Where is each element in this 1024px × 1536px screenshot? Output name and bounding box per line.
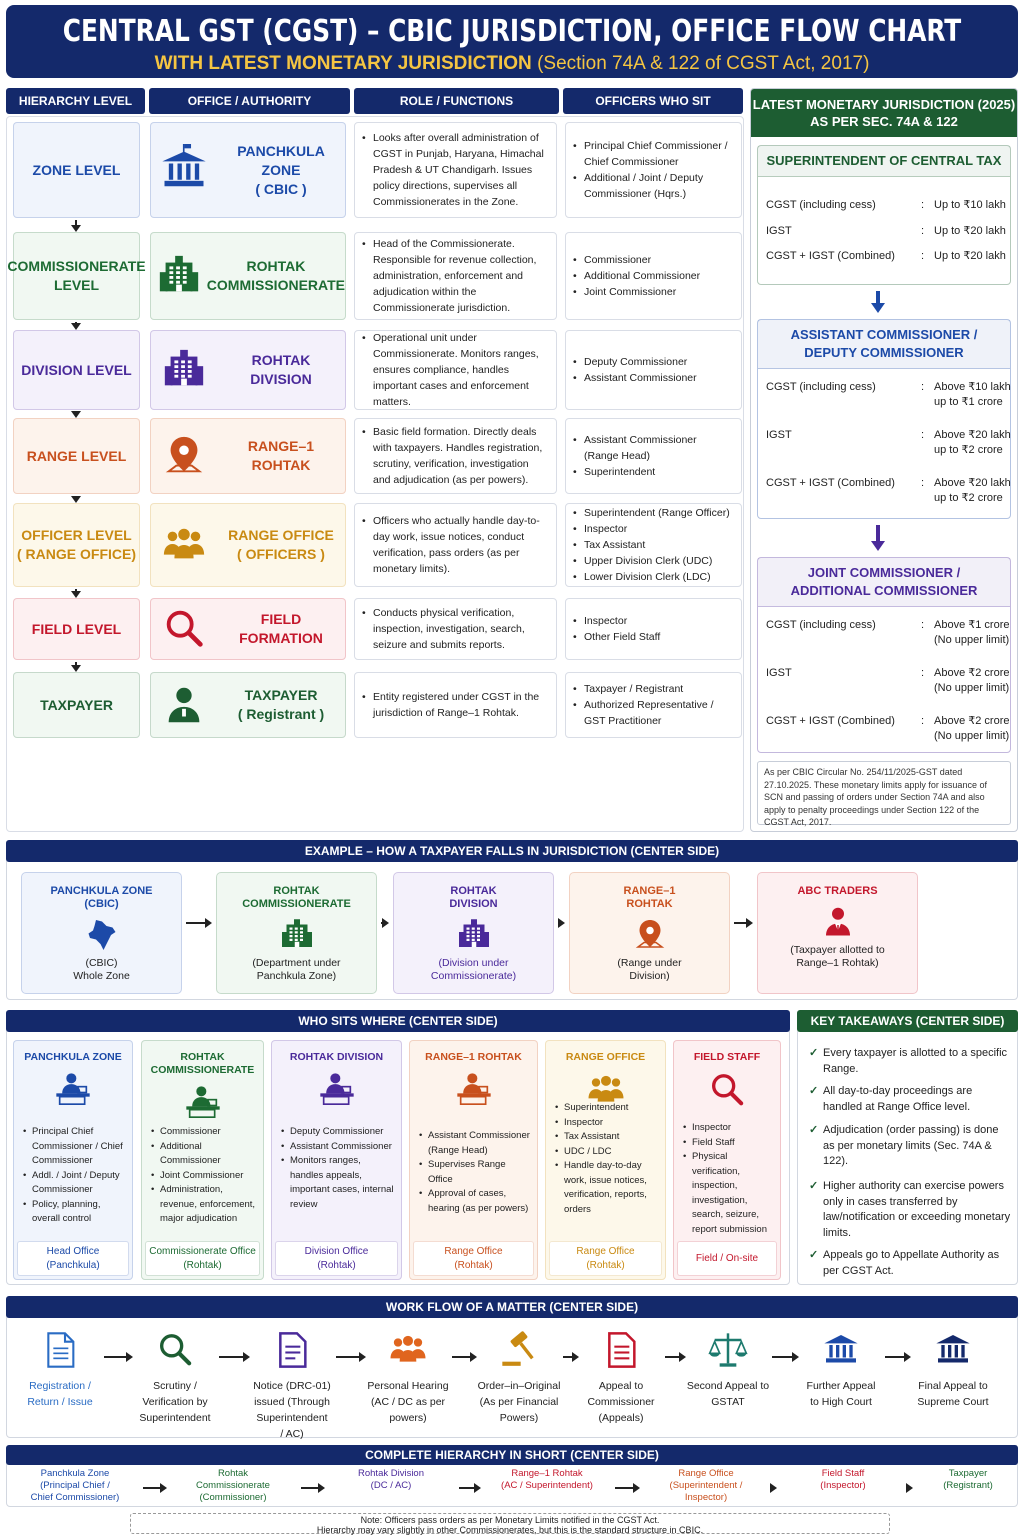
example-item-2: [393, 872, 554, 994]
scales-icon: [708, 1330, 748, 1370]
example-item-1: [216, 872, 377, 994]
right-arrow: [186, 922, 210, 924]
check-icon: ✓: [809, 1047, 819, 1059]
officer-desk-icon: [317, 1070, 357, 1110]
person-icon: [161, 682, 207, 728]
office-building-icon: [456, 917, 492, 953]
right-arrow: [381, 922, 387, 924]
office-0: [150, 122, 346, 218]
level-4: [13, 503, 140, 587]
officer-item: • Commissioner: [584, 252, 700, 268]
subtitle-rest: (Section 74A & 122 of CGST Act, 2017): [537, 53, 870, 74]
jurisdiction-row: CGST + IGST (Combined) : Up to ₹20 lakh: [766, 249, 1006, 264]
role-item: • Looks after overall administration of CGST in Punjab, Haryana, Himachal Pradesh & UT Chandigarh. Issues policy directions, supervises all Commissionerates in the Zone.: [373, 130, 546, 210]
check-icon: ✓: [809, 1249, 819, 1261]
who-item: • Assistant Commissioner (Range Head): [428, 1129, 531, 1158]
example-item-4: [757, 872, 918, 994]
right-arrow: [734, 922, 751, 924]
office-label: ROHTAK DIVISION: [250, 352, 312, 387]
officer-item: • Inspector: [584, 521, 730, 537]
who-col-title: ROHTAK COMMISSIONERATE: [150, 1051, 255, 1076]
who-item: • Addl. / Joint / Deputy Commissioner: [32, 1169, 126, 1198]
hierarchy-item: Range–1 Rohtak (AC / Superintendent): [501, 1468, 593, 1491]
who-footer: Commissionerate Office (Rohtak): [145, 1241, 260, 1276]
group-icon: [388, 1330, 428, 1370]
officer-item: • Superintendent (Range Officer): [584, 505, 730, 521]
who-item: • Approval of cases, hearing (as per powers): [428, 1187, 531, 1216]
check-icon: ✓: [809, 1085, 819, 1097]
level-2: [13, 330, 140, 410]
businessman-icon: [820, 904, 856, 940]
role-item: • Basic field formation. Directly deals with taxpayers. Handles registration, scrutiny, verification, investigation and adjudication (as per powers).: [373, 424, 546, 488]
right-arrow: [219, 1356, 248, 1358]
office-label: ROHTAK COMMISSIONERATE: [206, 258, 345, 293]
example-desc: (CBIC) Whole Zone: [73, 957, 130, 982]
who-item: • Principal Chief Commissioner / Chief Commissioner: [32, 1125, 126, 1169]
who-item: • Handle day-to-day work, issue notices, verification, reports, orders: [564, 1159, 659, 1217]
appeal-document-icon: [601, 1330, 641, 1370]
office-label: FIELD FORMATION: [239, 611, 323, 646]
who-col-2: [271, 1040, 402, 1280]
down-arrow: [75, 220, 77, 230]
who-footer: Range Office (Rohtak): [413, 1241, 534, 1276]
example-name: ROHTAK DIVISION: [449, 885, 498, 910]
level-label: OFFICER LEVEL ( RANGE OFFICE): [17, 527, 136, 562]
group-icon: [161, 522, 207, 568]
level-label: TAXPAYER: [40, 696, 113, 713]
jurisdiction-label: IGST: [766, 667, 792, 679]
officer-desk-icon: [183, 1083, 223, 1123]
down-arrow: [75, 589, 77, 596]
who-col-4: [545, 1040, 666, 1280]
right-arrow: [452, 1356, 475, 1358]
col-header-level: HIERARCHY LEVEL: [6, 88, 145, 114]
jurisdiction-value: Above ₹1 crore (No upper limit): [934, 619, 1010, 646]
hierarchy-item: Rohtak Commissionerate (Commissioner): [196, 1468, 270, 1503]
circular-note: As per CBIC Circular No. 254/11/2025-GST dated 27.10.2025. These monetary limits apply for issuance of SCN and passing of orders under Section 74A and also apply to penalty proceedings under Section 122 of the CGST Act, 2017.: [757, 761, 1011, 825]
who-item: • Monitors ranges, handles appeals, important cases, internal review: [290, 1154, 395, 1212]
hierarchy-item: Range Office (Superintendent / Inspector): [669, 1468, 743, 1503]
india-map-icon: [84, 917, 120, 953]
officers-0: [565, 122, 742, 218]
officer-item: • Additional Commissioner: [584, 268, 700, 284]
example-desc: (Taxpayer allotted to Range–1 Rohtak): [790, 944, 885, 969]
who-item: • Inspector: [692, 1121, 774, 1136]
right-arrow: [774, 1487, 775, 1489]
officers-5: [565, 598, 742, 660]
col-header-office: OFFICE / AUTHORITY: [149, 88, 350, 114]
jurisdiction-value: Above ₹2 crore (No upper limit): [934, 667, 1010, 694]
officer-item: • Tax Assistant: [584, 537, 730, 553]
office-4: [150, 503, 346, 587]
workflow-step-label: Personal Hearing (AC / DC as per powers): [367, 1380, 449, 1424]
role-2: [354, 330, 557, 410]
jurisdiction-row: CGST (including cess) : Above ₹10 lakh up to ₹1 crore: [766, 380, 1006, 395]
right-arrow: [336, 1356, 364, 1358]
example-name: RANGE–1 ROHTAK: [623, 885, 676, 910]
gavel-icon: [499, 1330, 539, 1370]
example-desc: (Department under Panchkula Zone): [252, 957, 341, 982]
takeaways-title: KEY TAKEAWAYS (CENTER SIDE): [797, 1010, 1018, 1032]
example-icon-wrap: [570, 917, 729, 953]
magnifier-icon: [155, 1330, 195, 1370]
workflow-step-label: Second Appeal to GSTAT: [686, 1380, 770, 1408]
hierarchy-item: Panchkula Zone (Principal Chief / Chief Commissioner): [30, 1468, 120, 1503]
jurisdiction-label: CGST (including cess): [766, 381, 876, 393]
who-item: • UDC / LDC: [564, 1145, 659, 1160]
right-arrow: [104, 1356, 131, 1358]
office-label: RANGE OFFICE ( OFFICERS ): [228, 527, 334, 562]
level-5: [13, 598, 140, 660]
level-0: [13, 122, 140, 218]
takeaway-item: ✓ Appeals go to Appellate Authority as per CGST Act.: [809, 1249, 1000, 1277]
example-name: ROHTAK COMMISSIONERATE: [242, 885, 351, 910]
who-col-title: PANCHKULA ZONE: [24, 1051, 122, 1063]
level-label: COMMISSIONERATE LEVEL: [7, 258, 146, 293]
role-6: [354, 672, 557, 738]
jurisdiction-value: Up to ₹20 lakh: [934, 225, 1006, 237]
who-col-title: FIELD STAFF: [693, 1051, 761, 1063]
role-item: • Entity registered under CGST in the jurisdiction of Range–1 Rohtak.: [373, 689, 546, 721]
takeaway-item: ✓ All day-to-day proceedings are handled at Range Office level.: [809, 1085, 973, 1113]
office-5: [150, 598, 346, 660]
down-arrow: [75, 496, 77, 501]
office-3: [150, 418, 346, 494]
magnifier-icon: [161, 606, 207, 652]
officers-2: [565, 330, 742, 410]
workflow-step-label: Further Appeal to High Court: [806, 1380, 876, 1408]
jurisdiction-row: CGST + IGST (Combined) : Above ₹2 crore (No upper limit): [766, 714, 1006, 729]
example-name: ABC TRADERS: [797, 885, 878, 897]
down-arrow: [75, 412, 77, 416]
right-arrow: [143, 1487, 165, 1489]
right-arrow: [615, 1487, 638, 1489]
title-banner: [6, 5, 1018, 78]
who-icon-wrap: [410, 1070, 537, 1115]
who-footer: Head Office (Panchkula): [17, 1241, 129, 1276]
officers-4: [565, 503, 742, 587]
down-arrow: [871, 291, 885, 313]
office-label: PANCHKULA ZONE ( CBIC ): [237, 142, 325, 197]
officers-1: [565, 232, 742, 320]
officer-item: • Taxpayer / Registrant: [584, 681, 731, 697]
level-label: RANGE LEVEL: [26, 447, 127, 464]
officer-item: • Authorized Representative / GST Practitioner: [584, 697, 731, 729]
notice-icon: [272, 1330, 312, 1370]
jurisdiction-box-2: [757, 557, 1011, 753]
down-arrow: [871, 525, 885, 551]
jurisdiction-value: Above ₹2 crore (No upper limit): [934, 715, 1010, 742]
who-item: • Policy, planning, overall control: [32, 1198, 126, 1227]
takeaway-item: ✓ Adjudication (order passing) is done as per monetary limits (Sec. 74A & 122).: [809, 1124, 999, 1167]
officer-item: • Additional / Joint / Deputy Commissioner (Hqrs.): [584, 170, 731, 202]
workflow-icon-2: [272, 1330, 312, 1375]
workflow-icon-5: [601, 1330, 641, 1375]
jurisdiction-row: CGST (including cess) : Up to ₹10 lakh: [766, 198, 1006, 213]
role-1: [354, 232, 557, 320]
right-arrow: [301, 1487, 323, 1489]
level-6: [13, 672, 140, 738]
who-icon-wrap: [674, 1070, 780, 1115]
workflow-icon-6: [708, 1330, 748, 1375]
jurisdiction-box-title: ASSISTANT COMMISSIONER / DEPUTY COMMISSIONER: [758, 320, 1010, 369]
role-4: [354, 503, 557, 587]
office-2: [150, 330, 346, 410]
col-header-role: ROLE / FUNCTIONS: [354, 88, 559, 114]
level-1: [7, 232, 146, 320]
workflow-icon-1: [155, 1330, 195, 1375]
right-arrow: [885, 1356, 909, 1358]
jurisdiction-label: CGST + IGST (Combined): [766, 715, 895, 727]
example-desc: (Range under Division): [617, 957, 682, 982]
jurisdiction-panel: [750, 88, 1018, 832]
jurisdiction-box-0: [757, 145, 1011, 285]
workflow-step-label: Order–in–Original (As per Financial Powers): [477, 1380, 561, 1424]
workflow-icon-7: [821, 1330, 861, 1375]
workflow-icon-3: [388, 1330, 428, 1375]
jurisdiction-value: Up to ₹20 lakh: [934, 250, 1006, 262]
who-col-title: RANGE OFFICE: [565, 1051, 646, 1063]
who-col-title: ROHTAK DIVISION: [289, 1051, 384, 1063]
court-icon: [821, 1330, 861, 1370]
court-icon: [933, 1330, 973, 1370]
jurisdiction-value: Above ₹20 lakh up to ₹2 crore: [934, 429, 1011, 456]
example-icon-wrap: [22, 917, 181, 953]
role-item: • Officers who actually handle day-to-day work, issue notices, conduct verification, pass orders (as per monetary limits).: [373, 513, 546, 577]
hierarchy-short-title: COMPLETE HIERARCHY IN SHORT (CENTER SIDE): [6, 1445, 1018, 1465]
workflow-icon-0: [40, 1330, 80, 1375]
example-icon-wrap: [758, 904, 917, 940]
example-title: EXAMPLE – HOW A TAXPAYER FALLS IN JURISDICTION (CENTER SIDE): [6, 840, 1018, 862]
level-3: [13, 418, 140, 494]
workflow-step-label: Registration / Return / Issue: [27, 1380, 93, 1408]
jurisdiction-row: CGST (including cess) : Above ₹1 crore (No upper limit): [766, 618, 1006, 633]
officer-item: • Assistant Commissioner (Range Head): [584, 432, 731, 464]
right-arrow: [772, 1356, 797, 1358]
role-5: [354, 598, 557, 660]
officer-desk-icon: [454, 1070, 494, 1110]
workflow-title: WORK FLOW OF A MATTER (CENTER SIDE): [6, 1296, 1018, 1318]
jurisdiction-label: CGST + IGST (Combined): [766, 477, 895, 489]
subtitle-bold: WITH LATEST MONETARY JURISDICTION: [154, 53, 532, 74]
officer-item: • Upper Division Clerk (UDC): [584, 553, 730, 569]
officer-item: • Lower Division Clerk (LDC): [584, 569, 730, 585]
officer-item: • Principal Chief Commissioner / Chief Commissioner: [584, 138, 731, 170]
who-footer: Field / On-site: [677, 1241, 777, 1276]
example-item-3: [569, 872, 730, 994]
down-arrow: [75, 662, 77, 670]
example-icon-wrap: [394, 917, 553, 953]
jurisdiction-row: CGST + IGST (Combined) : Above ₹20 lakh up to ₹2 crore: [766, 476, 1006, 491]
officer-item: • Other Field Staff: [584, 629, 660, 645]
jurisdiction-header: LATEST MONETARY JURISDICTION (2025) AS PER SEC. 74A & 122: [751, 89, 1017, 137]
office-1: [150, 232, 346, 320]
takeaway-item: ✓ Higher authority can exercise powers only in cases transferred by law/notification or exceeding monetary limits.: [809, 1180, 1011, 1239]
workflow-icon-4: [499, 1330, 539, 1375]
who-item: • Joint Commissioner: [160, 1169, 257, 1184]
role-item: • Head of the Commissionerate. Responsible for revenue collection, administration, enforcement and adjudication within the Commissionerate jurisdiction.: [373, 236, 546, 316]
who-col-0: [13, 1040, 133, 1280]
role-0: [354, 122, 557, 218]
document-icon: [40, 1330, 80, 1370]
role-3: [354, 418, 557, 494]
office-building-icon: [156, 253, 202, 299]
down-arrow: [75, 322, 77, 328]
who-item: • Superintendent: [564, 1101, 659, 1116]
officers-3: [565, 418, 742, 494]
example-item-0: [21, 872, 182, 994]
workflow-step-label: Appeal to Commissioner (Appeals): [587, 1380, 655, 1424]
magnifier-icon: [707, 1070, 747, 1110]
jurisdiction-box-1: [757, 319, 1011, 519]
who-item: • Supervises Range Office: [428, 1158, 531, 1187]
who-item: • Additional Commissioner: [160, 1140, 257, 1169]
who-item: • Field Staff: [692, 1136, 774, 1151]
jurisdiction-box-title: SUPERINTENDENT OF CENTRAL TAX: [758, 146, 1010, 177]
jurisdiction-label: CGST + IGST (Combined): [766, 250, 895, 262]
page-title: CENTRAL GST (CGST) – CBIC JURISDICTION, OFFICE FLOW CHART: [62, 14, 962, 49]
right-arrow: [665, 1356, 684, 1358]
who-icon-wrap: [14, 1070, 132, 1115]
building-columns-icon: [158, 144, 210, 196]
who-sits-title: WHO SITS WHERE (CENTER SIDE): [6, 1010, 790, 1032]
example-desc: (Division under Commissionerate): [430, 957, 517, 982]
officer-item: • Inspector: [584, 613, 660, 629]
check-icon: ✓: [809, 1180, 819, 1192]
hierarchy-item: Field Staff (Inspector): [820, 1468, 866, 1491]
officer-item: • Deputy Commissioner: [584, 354, 697, 370]
check-icon: ✓: [809, 1124, 819, 1136]
col-header-officers: OFFICERS WHO SIT: [563, 88, 743, 114]
jurisdiction-label: IGST: [766, 225, 792, 237]
office-label: RANGE–1 ROHTAK: [247, 438, 315, 473]
workflow-icon-8: [933, 1330, 973, 1375]
who-icon-wrap: [272, 1070, 401, 1115]
level-label: ZONE LEVEL: [32, 161, 121, 178]
jurisdiction-value: Up to ₹10 lakh: [934, 199, 1006, 211]
right-arrow: [558, 922, 563, 924]
right-arrow: [563, 1356, 577, 1358]
officers-6: [565, 672, 742, 738]
who-item: • Administration, revenue, enforcement, major adjudication: [160, 1183, 257, 1227]
level-label: DIVISION LEVEL: [21, 361, 132, 378]
jurisdiction-row: IGST : Above ₹2 crore (No upper limit): [766, 666, 1006, 681]
location-pin-icon: [632, 917, 668, 953]
office-building-icon: [161, 347, 207, 393]
workflow-step-label: Final Appeal to Supreme Court: [917, 1380, 989, 1408]
example-icon-wrap: [217, 917, 376, 953]
takeaway-item: ✓ Every taxpayer is allotted to a specific Range.: [809, 1047, 1008, 1075]
who-item: • Physical verification, inspection, investigation, search, seizure, report submission: [692, 1150, 774, 1237]
jurisdiction-value: Above ₹20 lakh up to ₹2 crore: [934, 477, 1011, 504]
location-pin-icon: [161, 433, 207, 479]
jurisdiction-row: IGST : Above ₹20 lakh up to ₹2 crore: [766, 428, 1006, 443]
office-6: [150, 672, 346, 738]
officer-item: • Assistant Commissioner: [584, 370, 697, 386]
footer-note: Note: Officers pass orders as per Monetary Limits notified in the CGST Act. Hierarchy may vary slightly in other Commissionerates, but this is the standard structure in CBIC.: [130, 1513, 890, 1534]
role-item: • Operational unit under Commissionerate. Monitors ranges, ensures compliance, handles important cases and enforcement matters.: [373, 330, 546, 410]
who-item: • Inspector: [564, 1116, 659, 1131]
officer-item: • Superintendent: [584, 464, 731, 480]
jurisdiction-label: CGST (including cess): [766, 199, 876, 211]
jurisdiction-label: IGST: [766, 429, 792, 441]
hierarchy-item: Rohtak Division (DC / AC): [358, 1468, 424, 1491]
who-item: • Assistant Commissioner: [290, 1140, 395, 1155]
who-col-title: RANGE–1 ROHTAK: [425, 1051, 522, 1063]
jurisdiction-label: CGST (including cess): [766, 619, 876, 631]
officer-item: • Joint Commissioner: [584, 284, 700, 300]
office-building-icon: [279, 917, 315, 953]
who-col-3: [409, 1040, 538, 1280]
who-item: • Commissioner: [160, 1125, 257, 1140]
workflow-step-label: Scrutiny / Verification by Superintendent: [139, 1380, 211, 1424]
office-label: TAXPAYER ( Registrant ): [237, 687, 325, 722]
workflow-step-label: Notice (DRC-01) issued (Through Superintendent / AC): [253, 1380, 331, 1440]
jurisdiction-row: IGST : Up to ₹20 lakh: [766, 224, 1006, 239]
role-item: • Conducts physical verification, inspection, investigation, search, seizure and submits reports.: [373, 605, 546, 653]
who-item: • Tax Assistant: [564, 1130, 659, 1145]
who-item: • Deputy Commissioner: [290, 1125, 395, 1140]
who-icon-wrap: [142, 1083, 263, 1128]
officer-desk-icon: [53, 1070, 93, 1110]
right-arrow: [459, 1487, 479, 1489]
level-label: FIELD LEVEL: [31, 620, 122, 637]
who-col-5: [673, 1040, 781, 1280]
hierarchy-item: Taxpayer (Registrant): [943, 1468, 993, 1491]
example-name: PANCHKULA ZONE (CBIC): [50, 885, 153, 910]
who-footer: Range Office (Rohtak): [549, 1241, 662, 1276]
jurisdiction-box-title: JOINT COMMISSIONER / ADDITIONAL COMMISSIONER: [758, 558, 1010, 607]
who-footer: Division Office (Rohtak): [275, 1241, 398, 1276]
page-subtitle: [6, 53, 1018, 75]
who-col-1: [141, 1040, 264, 1280]
jurisdiction-value: Above ₹10 lakh up to ₹1 crore: [934, 381, 1011, 408]
